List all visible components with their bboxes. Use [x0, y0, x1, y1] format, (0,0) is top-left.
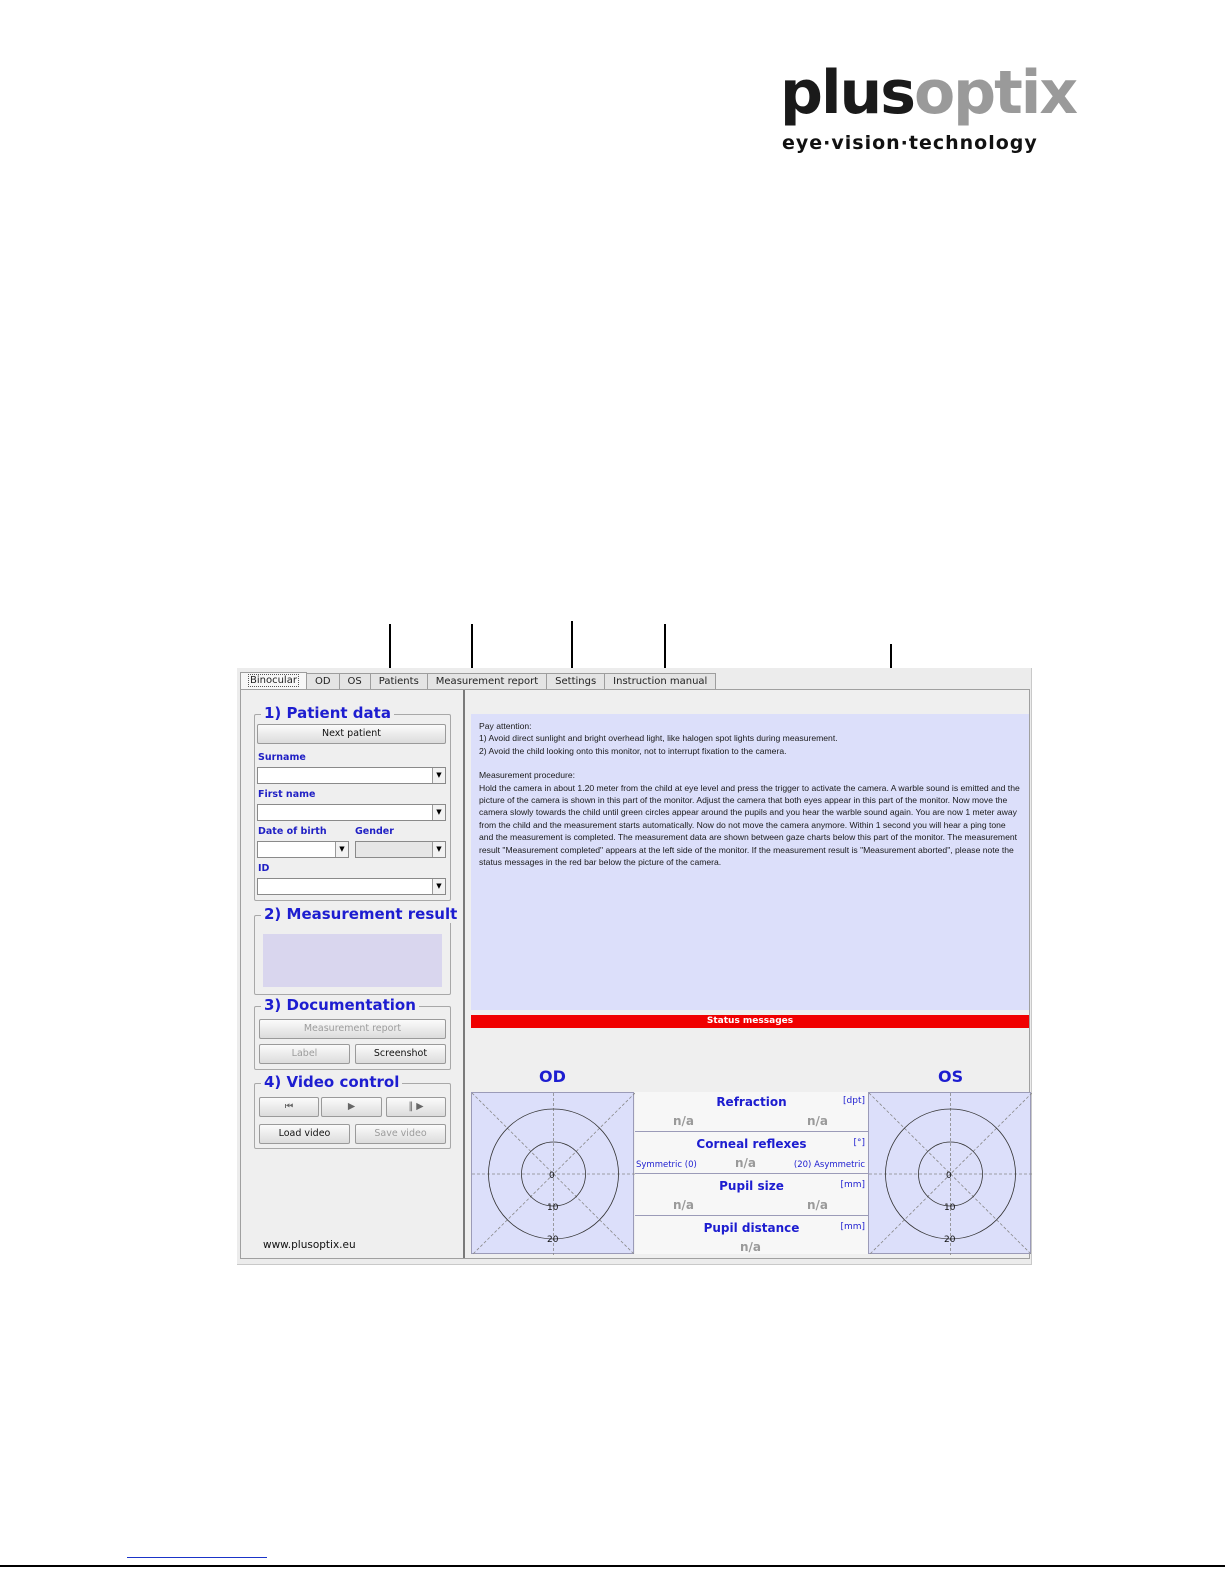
callout-settings	[571, 621, 573, 672]
od-tick-20: 20	[547, 1235, 559, 1245]
od-tick-10: 10	[547, 1203, 559, 1213]
logo-optix: optix	[913, 58, 1077, 128]
corneal-reflexes-unit: [°]	[853, 1138, 865, 1148]
tab-patients[interactable]: Patients	[370, 673, 428, 690]
tab-measurement-report[interactable]: Measurement report	[427, 673, 547, 690]
pupil-distance-row	[635, 1218, 868, 1258]
refraction-title: Refraction	[716, 1095, 787, 1109]
first-name-label: First name	[258, 789, 316, 800]
pupil-distance-value: n/a	[740, 1240, 762, 1254]
id-field[interactable]	[257, 878, 446, 895]
tab-settings[interactable]: Settings	[546, 673, 605, 690]
corneal-asymmetric-label: (20) Asymmetric	[793, 1160, 865, 1170]
refraction-od-value: n/a	[673, 1114, 695, 1128]
website-link[interactable]: www.plusoptix.eu	[263, 1239, 356, 1251]
documentation-title: 3) Documentation	[261, 996, 419, 1014]
instructions-attention: Pay attention: 1) Avoid direct sunlight and bright overhead light, like halogen spot lights during measurement. 2) Avoid the child looking onto this monitor, not to interrupt fixation to the camera.	[479, 721, 838, 756]
pupil-size-od-value: n/a	[673, 1198, 695, 1212]
status-messages-bar: Status messages	[471, 1015, 1029, 1028]
pupil-size-title: Pupil size	[719, 1179, 784, 1193]
os-tick-0: 0	[946, 1171, 952, 1181]
os-tick-10: 10	[944, 1203, 956, 1213]
refraction-row	[635, 1092, 868, 1132]
pupil-size-row	[635, 1176, 868, 1216]
load-video-button[interactable]: Load video	[259, 1124, 350, 1144]
pupil-distance-title: Pupil distance	[703, 1221, 800, 1235]
id-label: ID	[258, 863, 270, 874]
chevron-down-icon[interactable]: ▼	[432, 879, 445, 894]
refraction-os-value: n/a	[807, 1114, 829, 1128]
chevron-down-icon[interactable]: ▼	[335, 842, 348, 857]
screenshot-button[interactable]: Screenshot	[355, 1044, 446, 1064]
footer-rule	[0, 1565, 1225, 1567]
date-of-birth-field[interactable]	[257, 841, 349, 858]
od-gaze-svg	[472, 1093, 635, 1255]
tab-instruction-manual[interactable]: Instruction manual	[604, 673, 716, 690]
pupil-size-unit: [mm]	[840, 1180, 865, 1190]
pupil-distance-unit: [mm]	[840, 1222, 865, 1232]
patient-data-group	[254, 704, 451, 901]
footer-link-underline	[127, 1557, 267, 1558]
callout-patients	[389, 624, 391, 672]
measurement-result-title: 2) Measurement result	[261, 905, 460, 923]
logo-plus: plus	[780, 58, 914, 128]
os-tick-20: 20	[944, 1235, 956, 1245]
measurement-result-display	[263, 934, 442, 987]
camera-instructions-area	[471, 714, 1029, 1010]
gender-label: Gender	[355, 826, 394, 837]
measurement-result-group	[254, 905, 458, 995]
next-patient-button[interactable]: Next patient	[257, 724, 446, 744]
left-panel	[241, 690, 465, 1258]
results-table	[635, 1092, 868, 1254]
video-control-group	[254, 1073, 451, 1149]
date-of-birth-label: Date of birth	[258, 826, 327, 837]
corneal-reflexes-value: n/a	[735, 1156, 757, 1170]
save-video-button[interactable]: Save video	[355, 1124, 446, 1144]
chevron-down-icon[interactable]: ▼	[432, 805, 445, 820]
tab-os[interactable]: OS	[339, 673, 371, 690]
od-tick-0: 0	[549, 1171, 555, 1181]
gender-select[interactable]	[355, 841, 446, 858]
pause-play-button[interactable]: ‖ ▶	[386, 1097, 446, 1117]
pupil-size-os-value: n/a	[807, 1198, 829, 1212]
tab-binocular[interactable]: Binocular	[240, 672, 307, 691]
instructions-procedure: Measurement procedure: Hold the camera in about 1.20 meter from the child at eye level and press the trigger to activate the camera. A warble sound is emitted and the picture of the camera is shown in this part of the monitor. Adjust the camera that both eyes appear in this part of the monitor. Now move the camera slowly towards the child until green circles appear around the pupils and you hear the warble sound again. You are now 1 meter away from the child and the measurement starts automatically. Now do not move the camera anymore. Within 1 second you will hear a ping tone and the measurement is completed. The measurement data are shown between gaze charts below this part of the monitor. The measurement result "Measurement completed" appears at the left side of the monitor. If the measurement result is "Measurement aborted", please note the status messages in the red bar below the picture of the camera.	[479, 770, 1020, 868]
callout-instruction-manual	[664, 624, 666, 672]
os-gaze-svg	[869, 1093, 1032, 1255]
corneal-reflexes-row	[635, 1134, 868, 1174]
logo-tagline: eye·vision·technology	[782, 132, 1038, 154]
corneal-reflexes-title: Corneal reflexes	[696, 1137, 807, 1151]
surname-label: Surname	[258, 752, 306, 763]
corneal-symmetric-label: Symmetric (0)	[636, 1160, 697, 1170]
patient-data-title: 1) Patient data	[261, 704, 394, 722]
skip-back-button[interactable]: ⏮	[259, 1097, 319, 1117]
callout-measurement-report	[471, 624, 473, 672]
plusoptix-logo	[780, 58, 1077, 157]
chevron-down-icon[interactable]: ▼	[432, 768, 445, 783]
od-gaze-chart	[471, 1092, 634, 1254]
od-label: OD	[539, 1067, 566, 1086]
os-label: OS	[938, 1067, 964, 1086]
first-name-field[interactable]	[257, 804, 446, 821]
label-button[interactable]: Label	[259, 1044, 350, 1064]
play-button[interactable]: ▶	[321, 1097, 382, 1117]
chevron-down-icon[interactable]: ▼	[432, 842, 445, 857]
documentation-group	[254, 996, 451, 1070]
refraction-unit: [dpt]	[843, 1096, 865, 1106]
os-gaze-chart	[868, 1092, 1031, 1254]
tab-od[interactable]: OD	[306, 673, 340, 690]
surname-field[interactable]	[257, 767, 446, 784]
video-control-title: 4) Video control	[261, 1073, 402, 1091]
app-window	[237, 668, 1032, 1265]
content-frame	[240, 689, 1030, 1259]
measurement-report-button[interactable]: Measurement report	[259, 1019, 446, 1039]
